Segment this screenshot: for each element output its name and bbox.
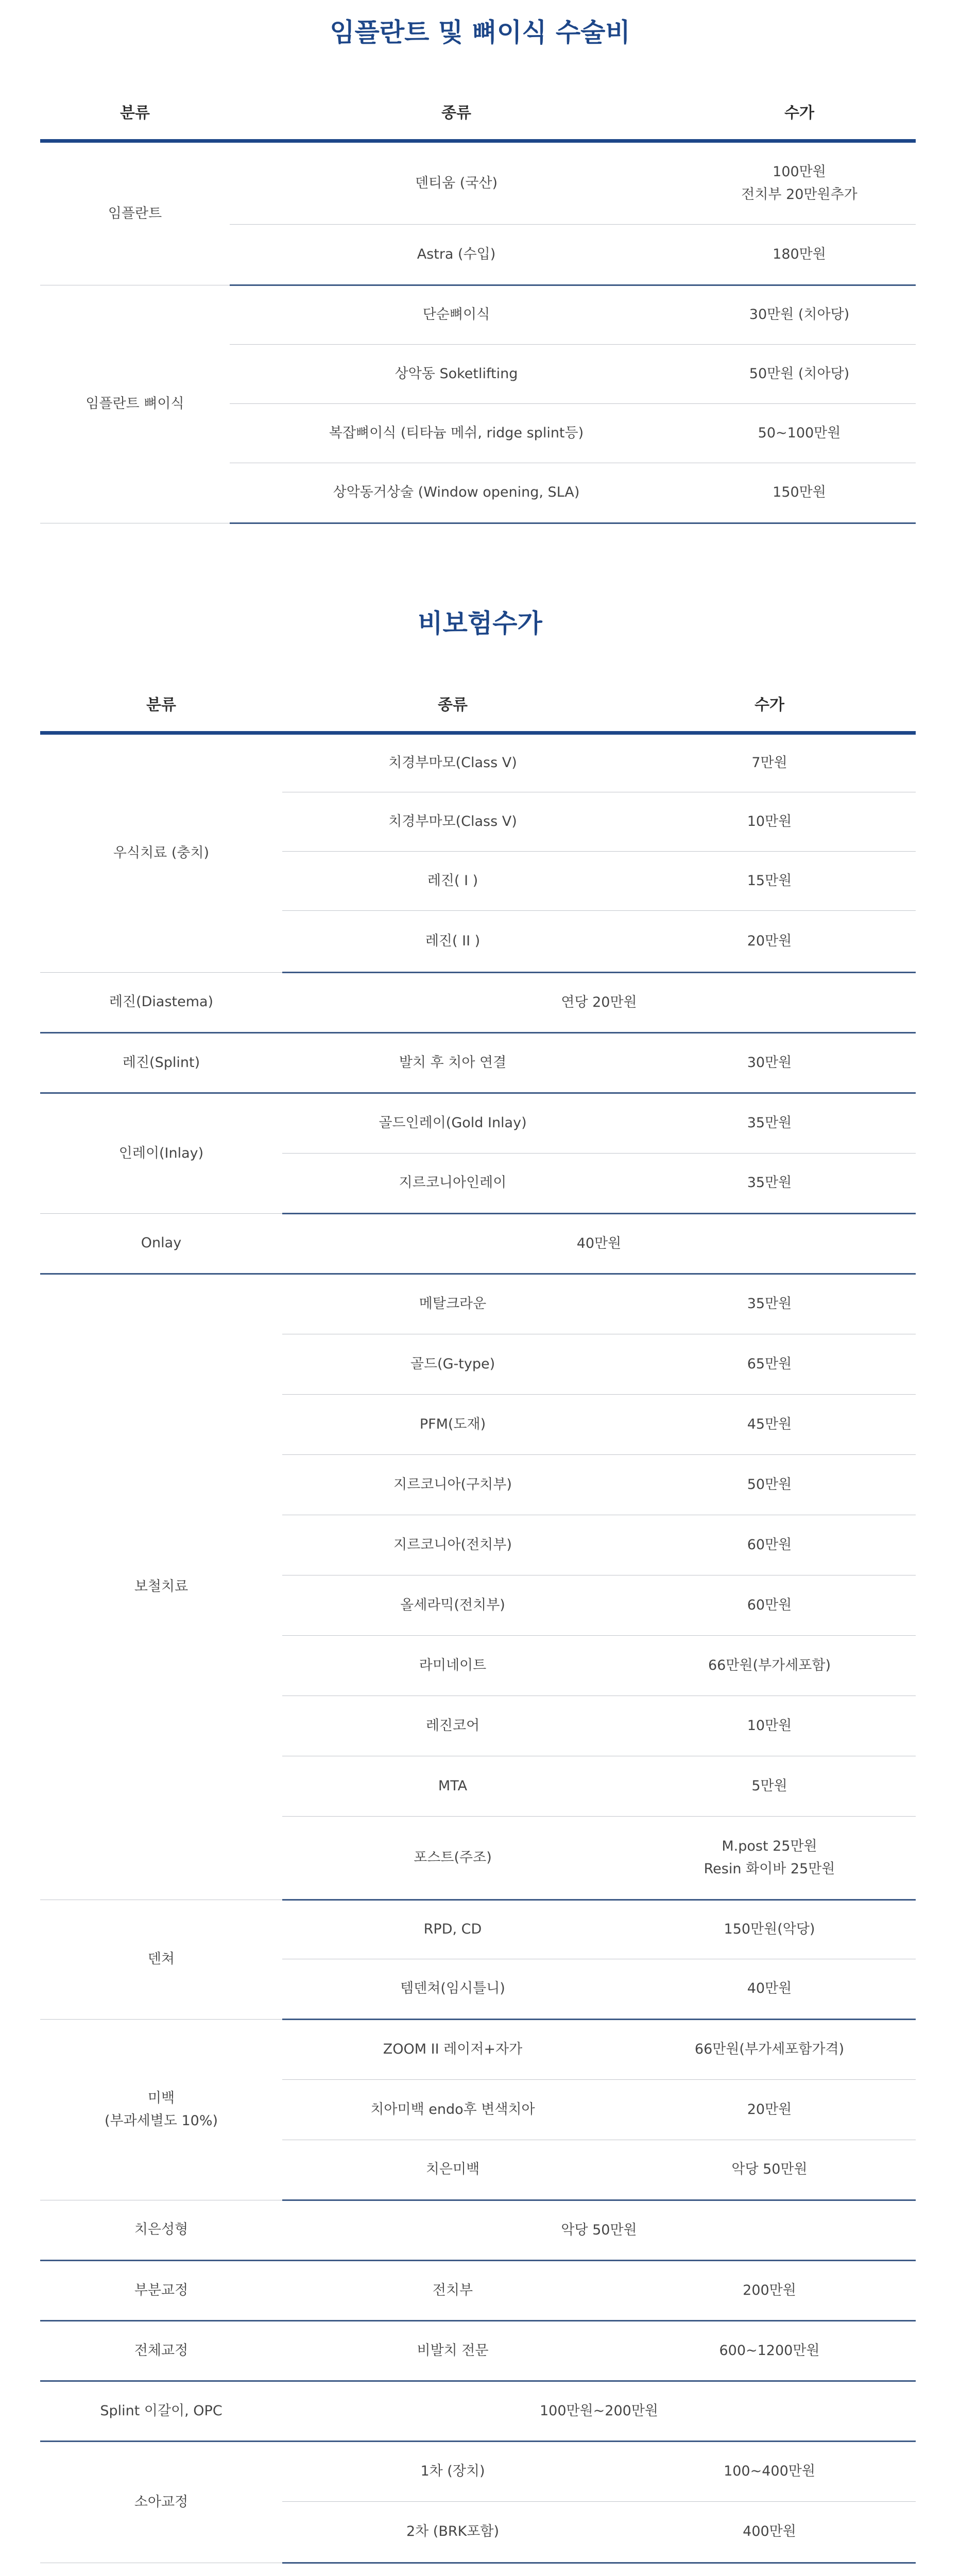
price-cell-line: 10만원 (747, 813, 792, 829)
type-cell: 치은미백 (282, 2140, 623, 2200)
price-cell (623, 1696, 916, 1756)
header-type: 종류 (282, 676, 623, 733)
table-row (40, 1093, 916, 1153)
table-row (40, 2200, 916, 2260)
category-cell-line: 소아교정 (134, 2494, 188, 2510)
price-cell-line: 60만원 (747, 1597, 792, 1613)
price-cell (623, 1153, 916, 1213)
table-row (40, 2441, 916, 2501)
price-line: 전치부 20만원추가 (741, 186, 858, 202)
type-cell: 올세라믹(전치부) (282, 1575, 623, 1635)
type-cell: 비발치 전문 (282, 2320, 623, 2381)
noninsurance-price-table (40, 676, 916, 2564)
price-cell (623, 1093, 916, 1153)
price-cell (623, 1635, 916, 1696)
price-cell (623, 1816, 916, 1900)
price-cell-line: 40만원 (747, 1980, 792, 1997)
type-cell: Astra (수입) (230, 224, 683, 285)
table-row (40, 1900, 916, 1959)
header-type: 종류 (230, 84, 683, 141)
type-cell: 골드인레이(Gold Inlay) (282, 1093, 623, 1153)
category-cell (40, 1213, 282, 1274)
price-cell (623, 1575, 916, 1635)
price-cell-line: 65만원 (747, 1355, 792, 1372)
price-cell-line: 35만원 (747, 1175, 792, 1191)
price-cell-line: 50만원 (747, 1476, 792, 1493)
price-cell (623, 2140, 916, 2200)
implant-price-table (40, 84, 916, 524)
price-cell (623, 792, 916, 851)
price-cell-line: 30만원 (747, 1054, 792, 1071)
category-cell-line: (부과세별도 10%) (104, 2112, 218, 2129)
type-cell: 지르코니아(전치부) (282, 1515, 623, 1575)
price-cell (623, 2320, 916, 2381)
category-cell (40, 2019, 282, 2200)
price-cell (623, 1334, 916, 1394)
price-cell (683, 141, 916, 224)
category-cell-line: 치은성형 (134, 2222, 188, 2238)
price-cell (623, 1756, 916, 1816)
price-cell-line: 100~400만원 (724, 2463, 815, 2480)
price-cell-line: 7만원 (751, 755, 787, 771)
table-row (40, 1032, 916, 1093)
type-cell: 전치부 (282, 2260, 623, 2320)
type-cell: 라미네이트 (282, 1635, 623, 1696)
price-cell (623, 1959, 916, 2019)
category-cell (40, 1274, 282, 1900)
price-cell (623, 2019, 916, 2079)
type-cell: 골드(G-type) (282, 1334, 623, 1394)
price-cell-line: 35만원 (747, 1115, 792, 1131)
price-cell (623, 2079, 916, 2140)
table-row (40, 972, 916, 1032)
price-cell-line: 66만원(부가세포함가격) (694, 2041, 845, 2058)
type-cell: 레진( I ) (282, 851, 623, 910)
category-cell (40, 1093, 282, 1213)
category-cell (40, 2381, 282, 2441)
price-cell-line: 악당 50만원 (731, 2161, 808, 2178)
table-row (40, 1274, 916, 1334)
table-row (40, 285, 916, 344)
type-cell: 2차 (BRK포함) (282, 2501, 623, 2563)
price-cell-line: Resin 화이바 25만원 (704, 1860, 835, 1877)
price-cell (623, 2260, 916, 2320)
type-cell: 단순뼈이식 (230, 285, 683, 344)
price-cell-line: 15만원 (747, 872, 792, 889)
table-row (40, 2260, 916, 2320)
table-row (40, 1213, 916, 1274)
price-cell: 30만원 (치아당) (683, 285, 916, 344)
table-row (40, 2381, 916, 2441)
price-cell: 180만원 (683, 224, 916, 285)
price-cell-line: 66만원(부가세포함) (708, 1657, 831, 1673)
merged-price-cell: 악당 50만원 (282, 2200, 916, 2260)
price-cell (623, 1032, 916, 1093)
price-cell-line: 10만원 (747, 1717, 792, 1734)
type-cell: RPD, CD (282, 1900, 623, 1959)
price-cell-line: 150만원(악당) (724, 1921, 815, 1938)
type-cell: 지르코니아(구치부) (282, 1454, 623, 1515)
merged-price-cell: 40만원 (282, 1213, 916, 1274)
type-cell: 상악동거상술 (Window opening, SLA) (230, 463, 683, 523)
category-cell (40, 1900, 282, 2019)
type-cell: ZOOM II 레이저+자가 (282, 2019, 623, 2079)
header-price: 수가 (623, 676, 916, 733)
price-cell (623, 733, 916, 792)
price-cell-line: 200만원 (743, 2282, 796, 2298)
type-cell: 레진( II ) (282, 910, 623, 972)
type-cell: 치아미백 endo후 변색치아 (282, 2079, 623, 2140)
price-cell-line: 5만원 (751, 1777, 787, 1794)
category-cell: 임플란트 (40, 141, 230, 285)
category-cell (40, 2320, 282, 2381)
price-cell (623, 1900, 916, 1959)
noninsurance-section-title: 비보험수가 (418, 608, 542, 638)
category-cell-line: 인레이(Inlay) (118, 1145, 204, 1161)
category-cell: 임플란트 뼈이식 (40, 285, 230, 523)
type-cell: 메탈크라운 (282, 1274, 623, 1334)
price-cell (623, 851, 916, 910)
type-cell: 포스트(주조) (282, 1816, 623, 1900)
type-cell: 지르코니아인레이 (282, 1153, 623, 1213)
price-cell-line: 60만원 (747, 1536, 792, 1553)
category-cell (40, 1032, 282, 1093)
category-cell-line: 미백 (147, 2090, 175, 2107)
type-cell: 상악동 Soketlifting (230, 344, 683, 403)
header-price: 수가 (683, 84, 916, 141)
table-row (40, 2019, 916, 2079)
price-cell (623, 2501, 916, 2563)
price-cell (623, 910, 916, 972)
table-row (40, 141, 916, 224)
type-cell: 덴티움 (국산) (230, 141, 683, 224)
category-cell (40, 2441, 282, 2563)
header-category: 분류 (40, 84, 230, 141)
price-cell-line: M.post 25만원 (722, 1838, 817, 1855)
merged-price-cell: 100만원~200만원 (282, 2381, 916, 2441)
price-cell (623, 1515, 916, 1575)
type-cell: PFM(도재) (282, 1394, 623, 1454)
price-cell-line: 400만원 (743, 2523, 796, 2540)
type-cell: MTA (282, 1756, 623, 1816)
type-cell: 치경부마모(Class V) (282, 733, 623, 792)
price-cell (623, 1454, 916, 1515)
price-cell: 150만원 (683, 463, 916, 523)
type-cell: 복잡뼈이식 (티타늄 메쉬, ridge splint등) (230, 403, 683, 463)
price-cell-line: 20만원 (747, 933, 792, 949)
price-cell (623, 2441, 916, 2501)
merged-price-cell: 연당 20만원 (282, 972, 916, 1032)
category-cell-line: 보철치료 (134, 1579, 188, 1595)
price-cell-line: 35만원 (747, 1296, 792, 1312)
category-cell-line: 우식치료 (충치) (113, 845, 210, 861)
price-cell: 50만원 (치아당) (683, 344, 916, 403)
type-cell: 레진코어 (282, 1696, 623, 1756)
price-cell: 50~100만원 (683, 403, 916, 463)
type-cell: 발치 후 치아 연결 (282, 1032, 623, 1093)
category-cell-line: Onlay (141, 1235, 182, 1251)
type-cell: 치경부마모(Class V) (282, 792, 623, 851)
price-cell-line: 600~1200만원 (719, 2342, 820, 2359)
table-row (40, 733, 916, 792)
price-line: 100만원 (773, 164, 826, 180)
category-cell-line: 덴쳐 (147, 1951, 175, 1968)
category-cell-line: 레진(Diastema) (109, 994, 214, 1010)
noninsurance-table-body (40, 733, 916, 2563)
category-cell-line: 부분교정 (134, 2282, 188, 2298)
category-cell-line: 레진(Splint) (122, 1054, 200, 1071)
table-row (40, 2320, 916, 2381)
header-category: 분류 (40, 676, 282, 733)
price-cell-line: 45만원 (747, 1416, 792, 1432)
type-cell: 템덴쳐(임시틀니) (282, 1959, 623, 2019)
category-cell-line: Splint 이갈이, OPC (100, 2402, 222, 2419)
price-cell (623, 1394, 916, 1454)
type-cell: 1차 (장치) (282, 2441, 623, 2501)
category-cell (40, 733, 282, 972)
price-cell-line: 20만원 (747, 2101, 792, 2117)
implant-section-title: 임플란트 및 뼈이식 수술비 (330, 18, 630, 47)
category-cell (40, 2260, 282, 2320)
price-cell (623, 1274, 916, 1334)
category-cell-line: 전체교정 (134, 2342, 188, 2359)
category-cell (40, 972, 282, 1032)
category-cell (40, 2200, 282, 2260)
